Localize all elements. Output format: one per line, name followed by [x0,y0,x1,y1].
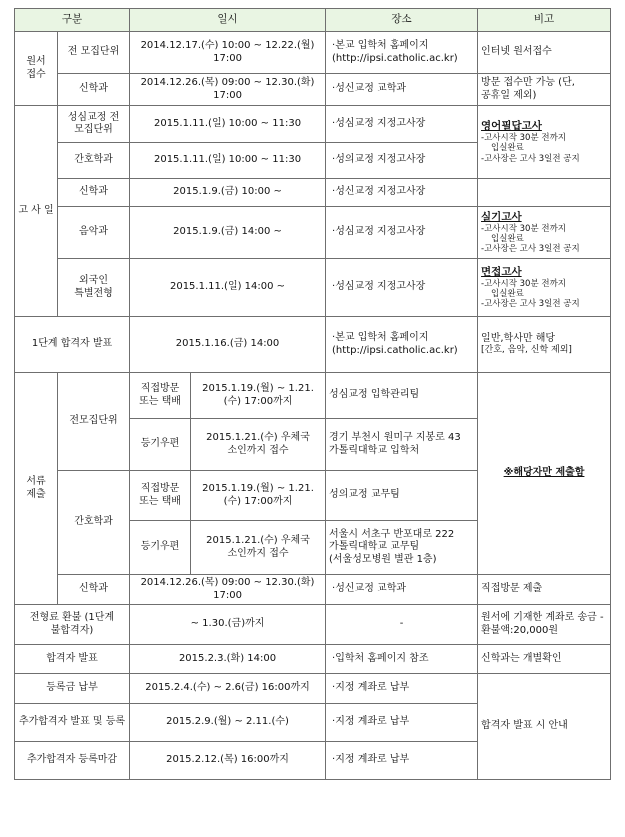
unit-name: 외국인 특별전형 [58,259,130,317]
place-cell: ·본교 입학처 홈페이지 (http://ipsi.catholic.ac.kr) [326,317,478,373]
place-cell: 성심교정 입학관리팀 [326,373,478,419]
remarks-line: [간호, 음악, 신학 제외] [481,345,572,356]
table-row [15,32,611,74]
table-row [15,207,611,259]
datetime-cell: 2015.1.9.(금) 10:00 ~ [130,179,326,207]
remarks-cell: 인터넷 원서접수 [478,32,611,74]
datetime-cell: 2015.1.11.(일) 14:00 ~ [130,259,326,317]
datetime-cell: 2014.12.26.(목) 09:00 ~ 12.30.(화) 17:00 [130,74,326,106]
note-line: -고사장은 고사 3일전 공지 [481,299,580,310]
note-line: -고사장은 고사 3일전 공지 [481,153,580,164]
datetime-cell: 2015.2.9.(월) ~ 2.11.(수) [130,704,326,742]
place-cell: 경기 부천시 원미구 지봉로 43 가톨릭대학교 입학처 [326,419,478,471]
datetime-cell: ~ 1.30.(금)까지 [130,605,326,645]
remarks-practical-exam [478,207,611,259]
remarks-cell: 신학과는 개별확인 [478,645,611,674]
method-cell: 등기우편 [130,521,191,575]
method-cell: 직접방문 또는 택배 [130,471,191,521]
remarks-cell: 합격자 발표 시 안내 [478,674,611,780]
unit-name: 음악과 [58,207,130,259]
note-line: -고사시작 30분 전까지 [481,133,567,144]
table-row [15,674,611,704]
table-row [15,575,611,605]
datetime-cell: 2015.1.21.(수) 우체국 소인까지 접수 [191,419,326,471]
note-line: -고사시작 30분 전까지 [481,278,567,289]
datetime-cell: 2014.12.17.(수) 10:00 ~ 12.22.(월) 17:00 [130,32,326,74]
datetime-cell: 2015.1.11.(일) 10:00 ~ 11:30 [130,106,326,143]
table-row [15,179,611,207]
table-row [15,106,611,143]
section-label-application: 원서 접수 [15,32,58,106]
remarks-interview [478,259,611,317]
place-cell: ·성심교정 지정고사장 [326,207,478,259]
note-line: 입실완료 [491,288,524,299]
remarks-written-exam [478,106,611,179]
table-row [15,605,611,645]
header-category: 구분 [15,9,130,32]
remarks-empty [478,179,611,207]
place-cell: ·본교 입학처 홈페이지 (http://ipsi.catholic.ac.kr) [326,32,478,74]
datetime-cell: 2015.1.19.(월) ~ 1.21.(수) 17:00까지 [191,471,326,521]
header-row [15,9,611,32]
place-cell: 서울시 서초구 반포대로 222 가톨릭대학교 교무팀 (서울성모병원 별관 1층) [326,521,478,575]
datetime-cell: 2015.2.4.(수) ~ 2.6(금) 16:00까지 [130,674,326,704]
datetime-cell: 2014.12.26.(목) 09:00 ~ 12.30.(화) 17:00 [130,575,326,605]
datetime-cell: 2015.1.9.(금) 14:00 ~ [130,207,326,259]
remarks-cell: 원서에 기재한 계좌로 송금 -환불액:20,000원 [478,605,611,645]
place-cell: ·성신교정 교학과 [326,575,478,605]
place-cell: ·지정 계좌로 납부 [326,704,478,742]
section-label-documents: 서류 제출 [15,373,58,605]
place-cell: ·성신교정 지정고사장 [326,179,478,207]
note-title: 영어필답고사 [481,120,542,133]
header-remarks: 비고 [478,9,611,32]
section-label-first-pass: 1단계 합격자 발표 [15,317,130,373]
method-cell: 등기우편 [130,419,191,471]
place-cell: ·입학처 홈페이지 참조 [326,645,478,674]
admission-schedule-table [14,8,611,780]
place-cell: ·성심교정 지정고사장 [326,259,478,317]
unit-name: 신학과 [58,74,130,106]
datetime-cell: 2015.2.3.(화) 14:00 [130,645,326,674]
table-row [15,317,611,373]
remarks-cell [478,317,611,373]
section-label-refund: 전형료 환불 (1단계 불합격자) [15,605,130,645]
datetime-cell: 2015.1.21.(수) 우체국 소인까지 접수 [191,521,326,575]
place-cell: 성의교정 교무팀 [326,471,478,521]
section-label-additional-close: 추가합격자 등록마감 [15,742,130,780]
note-line: 입실완료 [491,143,524,154]
place-cell: - [326,605,478,645]
place-cell: ·지정 계좌로 납부 [326,674,478,704]
remarks-cell: 방문 접수만 가능 (단, 공휴일 제외) [478,74,611,106]
unit-name: 간호학과 [58,471,130,575]
unit-name: 신학과 [58,179,130,207]
section-label-additional: 추가합격자 발표 및 등록 [15,704,130,742]
unit-name: 성심교정 전 모집단위 [58,106,130,143]
unit-name: 전 모집단위 [58,32,130,74]
section-label-final-pass: 합격자 발표 [15,645,130,674]
method-cell: 직접방문 또는 택배 [130,373,191,419]
note-title: 실기고사 [481,210,522,223]
table-row [15,74,611,106]
table-row [15,645,611,674]
note-line: -고사시작 30분 전까지 [481,223,567,234]
section-label-tuition: 등록금 납부 [15,674,130,704]
table-row [15,259,611,317]
header-datetime: 일시 [130,9,326,32]
datetime-cell: 2015.1.19.(월) ~ 1.21.(수) 17:00까지 [191,373,326,419]
place-cell: ·지정 계좌로 납부 [326,742,478,780]
table-row [15,373,611,419]
section-label-exam: 고 사 일 [15,106,58,317]
place-cell: ·성의교정 지정고사장 [326,143,478,179]
unit-name: 전모집단위 [58,373,130,471]
remarks-cell: 직접방문 제출 [478,575,611,605]
note-line: 입실완료 [491,233,524,244]
note-title: 면접고사 [481,265,522,278]
unit-name: 신학과 [58,575,130,605]
place-cell: ·성심교정 지정고사장 [326,106,478,143]
header-place: 장소 [326,9,478,32]
note-line: -고사장은 고사 3일전 공지 [481,244,580,255]
remarks-line: 일반,학사만 해당 [481,332,556,344]
place-cell: ·성신교정 교학과 [326,74,478,106]
datetime-cell: 2015.1.16.(금) 14:00 [130,317,326,373]
unit-name: 간호학과 [58,143,130,179]
datetime-cell: 2015.2.12.(목) 16:00까지 [130,742,326,780]
datetime-cell: 2015.1.11.(일) 10:00 ~ 11:30 [130,143,326,179]
remarks-documents [478,373,611,575]
remarks-emphasis: ※해당자만 제출함 [503,467,585,479]
